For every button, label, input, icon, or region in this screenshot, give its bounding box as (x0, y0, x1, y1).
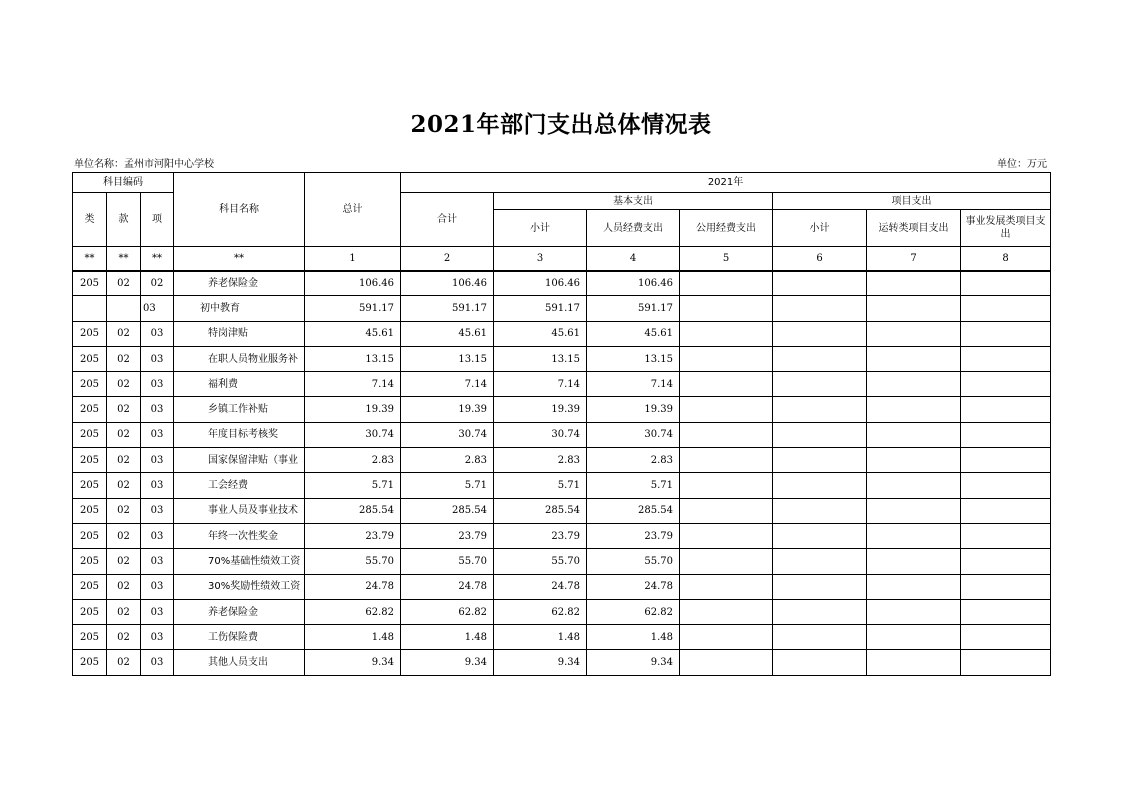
cell-xiang: 03 (141, 422, 174, 447)
cell-project-subtotal (773, 422, 867, 447)
cell-development (961, 574, 1051, 599)
cell-project-subtotal (773, 473, 867, 498)
cell-xiang: 03 (141, 625, 174, 650)
cell-kuan: 02 (107, 599, 141, 624)
cell-basic-subtotal: 13.15 (494, 346, 587, 371)
header-heji: 合计 (401, 193, 494, 247)
cell-kuan: 02 (107, 448, 141, 473)
cell-kuan: 02 (107, 549, 141, 574)
cell-basic-subtotal: 24.78 (494, 574, 587, 599)
index-c5: 5 (680, 247, 773, 271)
index-name: ** (174, 247, 305, 271)
cell-basic-subtotal: 23.79 (494, 523, 587, 548)
cell-public (680, 523, 773, 548)
cell-subject-name: 福利费 (174, 372, 305, 397)
cell-subject-name: 养老保险金 (174, 599, 305, 624)
cell-personnel: 106.46 (587, 271, 680, 296)
cell-xiang: 03 (141, 523, 174, 548)
cell-public (680, 498, 773, 523)
cell-personnel: 24.78 (587, 574, 680, 599)
cell-public (680, 448, 773, 473)
table-row (73, 372, 1051, 397)
cell-personnel: 2.83 (587, 448, 680, 473)
cell-kuan: 02 (107, 650, 141, 675)
cell-subject-name: 初中教育 (174, 296, 305, 321)
cell-development (961, 321, 1051, 346)
cell-heji: 19.39 (401, 397, 494, 422)
cell-operating (867, 346, 961, 371)
cell-operating (867, 574, 961, 599)
table-row (73, 448, 1051, 473)
cell-personnel: 55.70 (587, 549, 680, 574)
cell-operating (867, 296, 961, 321)
table-row (73, 321, 1051, 346)
cell-heji: 13.15 (401, 346, 494, 371)
cell-subject-name: 其他人员支出 (174, 650, 305, 675)
cell-total: 106.46 (305, 271, 401, 296)
cell-project-subtotal (773, 372, 867, 397)
expenditure-table (72, 172, 1051, 676)
cell-basic-subtotal: 5.71 (494, 473, 587, 498)
cell-subject-name: 特岗津贴 (174, 321, 305, 346)
cell-total: 9.34 (305, 650, 401, 675)
cell-basic-subtotal: 2.83 (494, 448, 587, 473)
cell-lei: 205 (73, 599, 107, 624)
cell-public (680, 473, 773, 498)
cell-heji: 106.46 (401, 271, 494, 296)
cell-subject-name: 工会经费 (174, 473, 305, 498)
table-row (73, 397, 1051, 422)
currency-unit: 单位：万元 (997, 159, 1047, 170)
cell-project-subtotal (773, 549, 867, 574)
cell-xiang: 03 (141, 346, 174, 371)
cell-kuan: 02 (107, 397, 141, 422)
cell-lei: 205 (73, 271, 107, 296)
cell-lei: 205 (73, 523, 107, 548)
cell-kuan: 02 (107, 473, 141, 498)
cell-kuan: 02 (107, 372, 141, 397)
cell-operating (867, 321, 961, 346)
page-title: 2021年部门支出总体情况表 (410, 111, 712, 138)
cell-lei: 205 (73, 650, 107, 675)
cell-total: 2.83 (305, 448, 401, 473)
table-row (73, 271, 1051, 296)
cell-xiang: 02 (141, 271, 174, 296)
cell-lei: 205 (73, 346, 107, 371)
table-row (73, 473, 1051, 498)
table-row (73, 574, 1051, 599)
cell-project-subtotal (773, 296, 867, 321)
cell-development (961, 599, 1051, 624)
cell-operating (867, 523, 961, 548)
cell-development (961, 625, 1051, 650)
cell-heji: 45.61 (401, 321, 494, 346)
cell-heji: 1.48 (401, 625, 494, 650)
cell-public (680, 625, 773, 650)
cell-development (961, 346, 1051, 371)
cell-development (961, 448, 1051, 473)
cell-basic-subtotal: 19.39 (494, 397, 587, 422)
cell-subject-name: 事业人员及事业技术 (174, 498, 305, 523)
cell-heji: 7.14 (401, 372, 494, 397)
cell-project-subtotal (773, 574, 867, 599)
cell-project-subtotal (773, 523, 867, 548)
cell-kuan: 02 (107, 271, 141, 296)
cell-lei: 205 (73, 397, 107, 422)
cell-operating (867, 473, 961, 498)
cell-total: 1.48 (305, 625, 401, 650)
cell-public (680, 574, 773, 599)
cell-lei: 205 (73, 473, 107, 498)
index-c7: 7 (867, 247, 961, 271)
cell-total: 55.70 (305, 549, 401, 574)
cell-development (961, 498, 1051, 523)
cell-public (680, 599, 773, 624)
table-row (73, 498, 1051, 523)
cell-lei: 205 (73, 625, 107, 650)
index-c8: 8 (961, 247, 1051, 271)
cell-basic-subtotal: 9.34 (494, 650, 587, 675)
header-project: 项目支出 (773, 193, 1051, 210)
cell-personnel: 45.61 (587, 321, 680, 346)
table-row (73, 599, 1051, 624)
table-row (73, 650, 1051, 675)
header-xiang: 项 (141, 193, 174, 247)
cell-heji: 24.78 (401, 574, 494, 599)
cell-basic-subtotal: 62.82 (494, 599, 587, 624)
cell-public (680, 549, 773, 574)
cell-xiang: 03 (141, 650, 174, 675)
header-development: 事业发展类项目支出 (961, 210, 1051, 247)
cell-heji: 30.74 (401, 422, 494, 447)
cell-subject-name: 乡镇工作补贴 (174, 397, 305, 422)
cell-operating (867, 448, 961, 473)
cell-public (680, 346, 773, 371)
header-personnel: 人员经费支出 (587, 210, 680, 247)
cell-total: 591.17 (305, 296, 401, 321)
cell-public (680, 372, 773, 397)
index-c3: 3 (494, 247, 587, 271)
table-row (73, 296, 1051, 321)
cell-personnel: 62.82 (587, 599, 680, 624)
cell-development (961, 473, 1051, 498)
cell-public (680, 296, 773, 321)
table-row (73, 625, 1051, 650)
cell-operating (867, 650, 961, 675)
cell-development (961, 372, 1051, 397)
cell-total: 24.78 (305, 574, 401, 599)
cell-development (961, 397, 1051, 422)
cell-project-subtotal (773, 397, 867, 422)
cell-basic-subtotal: 1.48 (494, 625, 587, 650)
cell-development (961, 296, 1051, 321)
cell-lei: 205 (73, 422, 107, 447)
cell-operating (867, 599, 961, 624)
cell-total: 285.54 (305, 498, 401, 523)
cell-basic-subtotal: 591.17 (494, 296, 587, 321)
cell-total: 19.39 (305, 397, 401, 422)
cell-personnel: 591.17 (587, 296, 680, 321)
cell-subject-name: 国家保留津贴（事业 (174, 448, 305, 473)
header-year: 2021年 (401, 173, 1051, 193)
table-row (73, 346, 1051, 371)
cell-operating (867, 372, 961, 397)
cell-operating (867, 549, 961, 574)
cell-lei: 205 (73, 498, 107, 523)
index-c4: 4 (587, 247, 680, 271)
cell-heji: 5.71 (401, 473, 494, 498)
cell-personnel: 9.34 (587, 650, 680, 675)
cell-heji: 62.82 (401, 599, 494, 624)
cell-project-subtotal (773, 625, 867, 650)
cell-operating (867, 422, 961, 447)
cell-project-subtotal (773, 448, 867, 473)
cell-subject-name: 年终一次性奖金 (174, 523, 305, 548)
cell-heji: 9.34 (401, 650, 494, 675)
cell-kuan: 02 (107, 321, 141, 346)
cell-personnel: 1.48 (587, 625, 680, 650)
cell-xiang: 03 (141, 498, 174, 523)
cell-development (961, 523, 1051, 548)
cell-public (680, 397, 773, 422)
cell-operating (867, 625, 961, 650)
cell-lei: 205 (73, 321, 107, 346)
cell-project-subtotal (773, 321, 867, 346)
cell-project-subtotal (773, 346, 867, 371)
cell-basic-subtotal: 7.14 (494, 372, 587, 397)
cell-project-subtotal (773, 271, 867, 296)
cell-project-subtotal (773, 498, 867, 523)
cell-xiang: 03 (141, 574, 174, 599)
cell-lei: 205 (73, 574, 107, 599)
cell-heji: 23.79 (401, 523, 494, 548)
cell-public (680, 321, 773, 346)
cell-subject-name: 年度目标考核奖 (174, 422, 305, 447)
header-public: 公用经费支出 (680, 210, 773, 247)
index-c6: 6 (773, 247, 867, 271)
header-project-subtotal: 小计 (773, 210, 867, 247)
cell-kuan: 02 (107, 574, 141, 599)
header-subject-name: 科目名称 (174, 173, 305, 247)
cell-development (961, 650, 1051, 675)
header-basic: 基本支出 (494, 193, 773, 210)
table-row (73, 422, 1051, 447)
cell-heji: 591.17 (401, 296, 494, 321)
cell-lei (73, 296, 107, 321)
cell-operating (867, 397, 961, 422)
index-c1: 1 (305, 247, 401, 271)
cell-xiang: 03 (141, 321, 174, 346)
header-operating: 运转类项目支出 (867, 210, 961, 247)
cell-personnel: 285.54 (587, 498, 680, 523)
header-basic-subtotal: 小计 (494, 210, 587, 247)
cell-personnel: 30.74 (587, 422, 680, 447)
table-row (73, 523, 1051, 548)
cell-subject-name: 在职人员物业服务补 (174, 346, 305, 371)
index-row (73, 247, 1051, 271)
cell-basic-subtotal: 30.74 (494, 422, 587, 447)
cell-personnel: 5.71 (587, 473, 680, 498)
cell-subject-name: 养老保险金 (174, 271, 305, 296)
cell-lei: 205 (73, 448, 107, 473)
cell-basic-subtotal: 45.61 (494, 321, 587, 346)
cell-heji: 2.83 (401, 448, 494, 473)
header-kuan: 款 (107, 193, 141, 247)
cell-personnel: 19.39 (587, 397, 680, 422)
cell-development (961, 271, 1051, 296)
cell-xiang: 03 (141, 397, 174, 422)
cell-lei: 205 (73, 549, 107, 574)
header-lei: 类 (73, 193, 107, 247)
cell-total: 45.61 (305, 321, 401, 346)
cell-heji: 55.70 (401, 549, 494, 574)
cell-kuan (107, 296, 141, 321)
cell-basic-subtotal: 285.54 (494, 498, 587, 523)
cell-subject-name: 30%奖励性绩效工资 (174, 574, 305, 599)
cell-total: 13.15 (305, 346, 401, 371)
cell-subject-name: 70%基础性绩效工资 (174, 549, 305, 574)
cell-kuan: 02 (107, 346, 141, 371)
cell-development (961, 422, 1051, 447)
cell-operating (867, 271, 961, 296)
cell-personnel: 13.15 (587, 346, 680, 371)
unit-name: 单位名称：孟州市河阳中心学校 (74, 159, 214, 170)
header-row-1 (73, 173, 1051, 193)
index-lei: ** (73, 247, 107, 271)
cell-xiang: 03 (141, 372, 174, 397)
cell-personnel: 23.79 (587, 523, 680, 548)
cell-total: 5.71 (305, 473, 401, 498)
cell-project-subtotal (773, 650, 867, 675)
cell-public (680, 271, 773, 296)
cell-total: 7.14 (305, 372, 401, 397)
cell-xiang: 03 (141, 599, 174, 624)
cell-total: 23.79 (305, 523, 401, 548)
cell-subject-name: 工伤保险费 (174, 625, 305, 650)
cell-basic-subtotal: 106.46 (494, 271, 587, 296)
cell-development (961, 549, 1051, 574)
cell-operating (867, 498, 961, 523)
cell-basic-subtotal: 55.70 (494, 549, 587, 574)
table-row (73, 549, 1051, 574)
cell-xiang: 03 (141, 296, 174, 321)
cell-kuan: 02 (107, 625, 141, 650)
cell-kuan: 02 (107, 523, 141, 548)
cell-public (680, 422, 773, 447)
index-c2: 2 (401, 247, 494, 271)
index-kuan: ** (107, 247, 141, 271)
cell-xiang: 03 (141, 448, 174, 473)
header-subject-code: 科目编码 (73, 173, 174, 193)
cell-total: 62.82 (305, 599, 401, 624)
cell-project-subtotal (773, 599, 867, 624)
cell-xiang: 03 (141, 549, 174, 574)
cell-kuan: 02 (107, 498, 141, 523)
cell-personnel: 7.14 (587, 372, 680, 397)
cell-xiang: 03 (141, 473, 174, 498)
header-total: 总计 (305, 173, 401, 247)
index-xiang: ** (141, 247, 174, 271)
cell-heji: 285.54 (401, 498, 494, 523)
cell-total: 30.74 (305, 422, 401, 447)
cell-public (680, 650, 773, 675)
cell-kuan: 02 (107, 422, 141, 447)
cell-lei: 205 (73, 372, 107, 397)
